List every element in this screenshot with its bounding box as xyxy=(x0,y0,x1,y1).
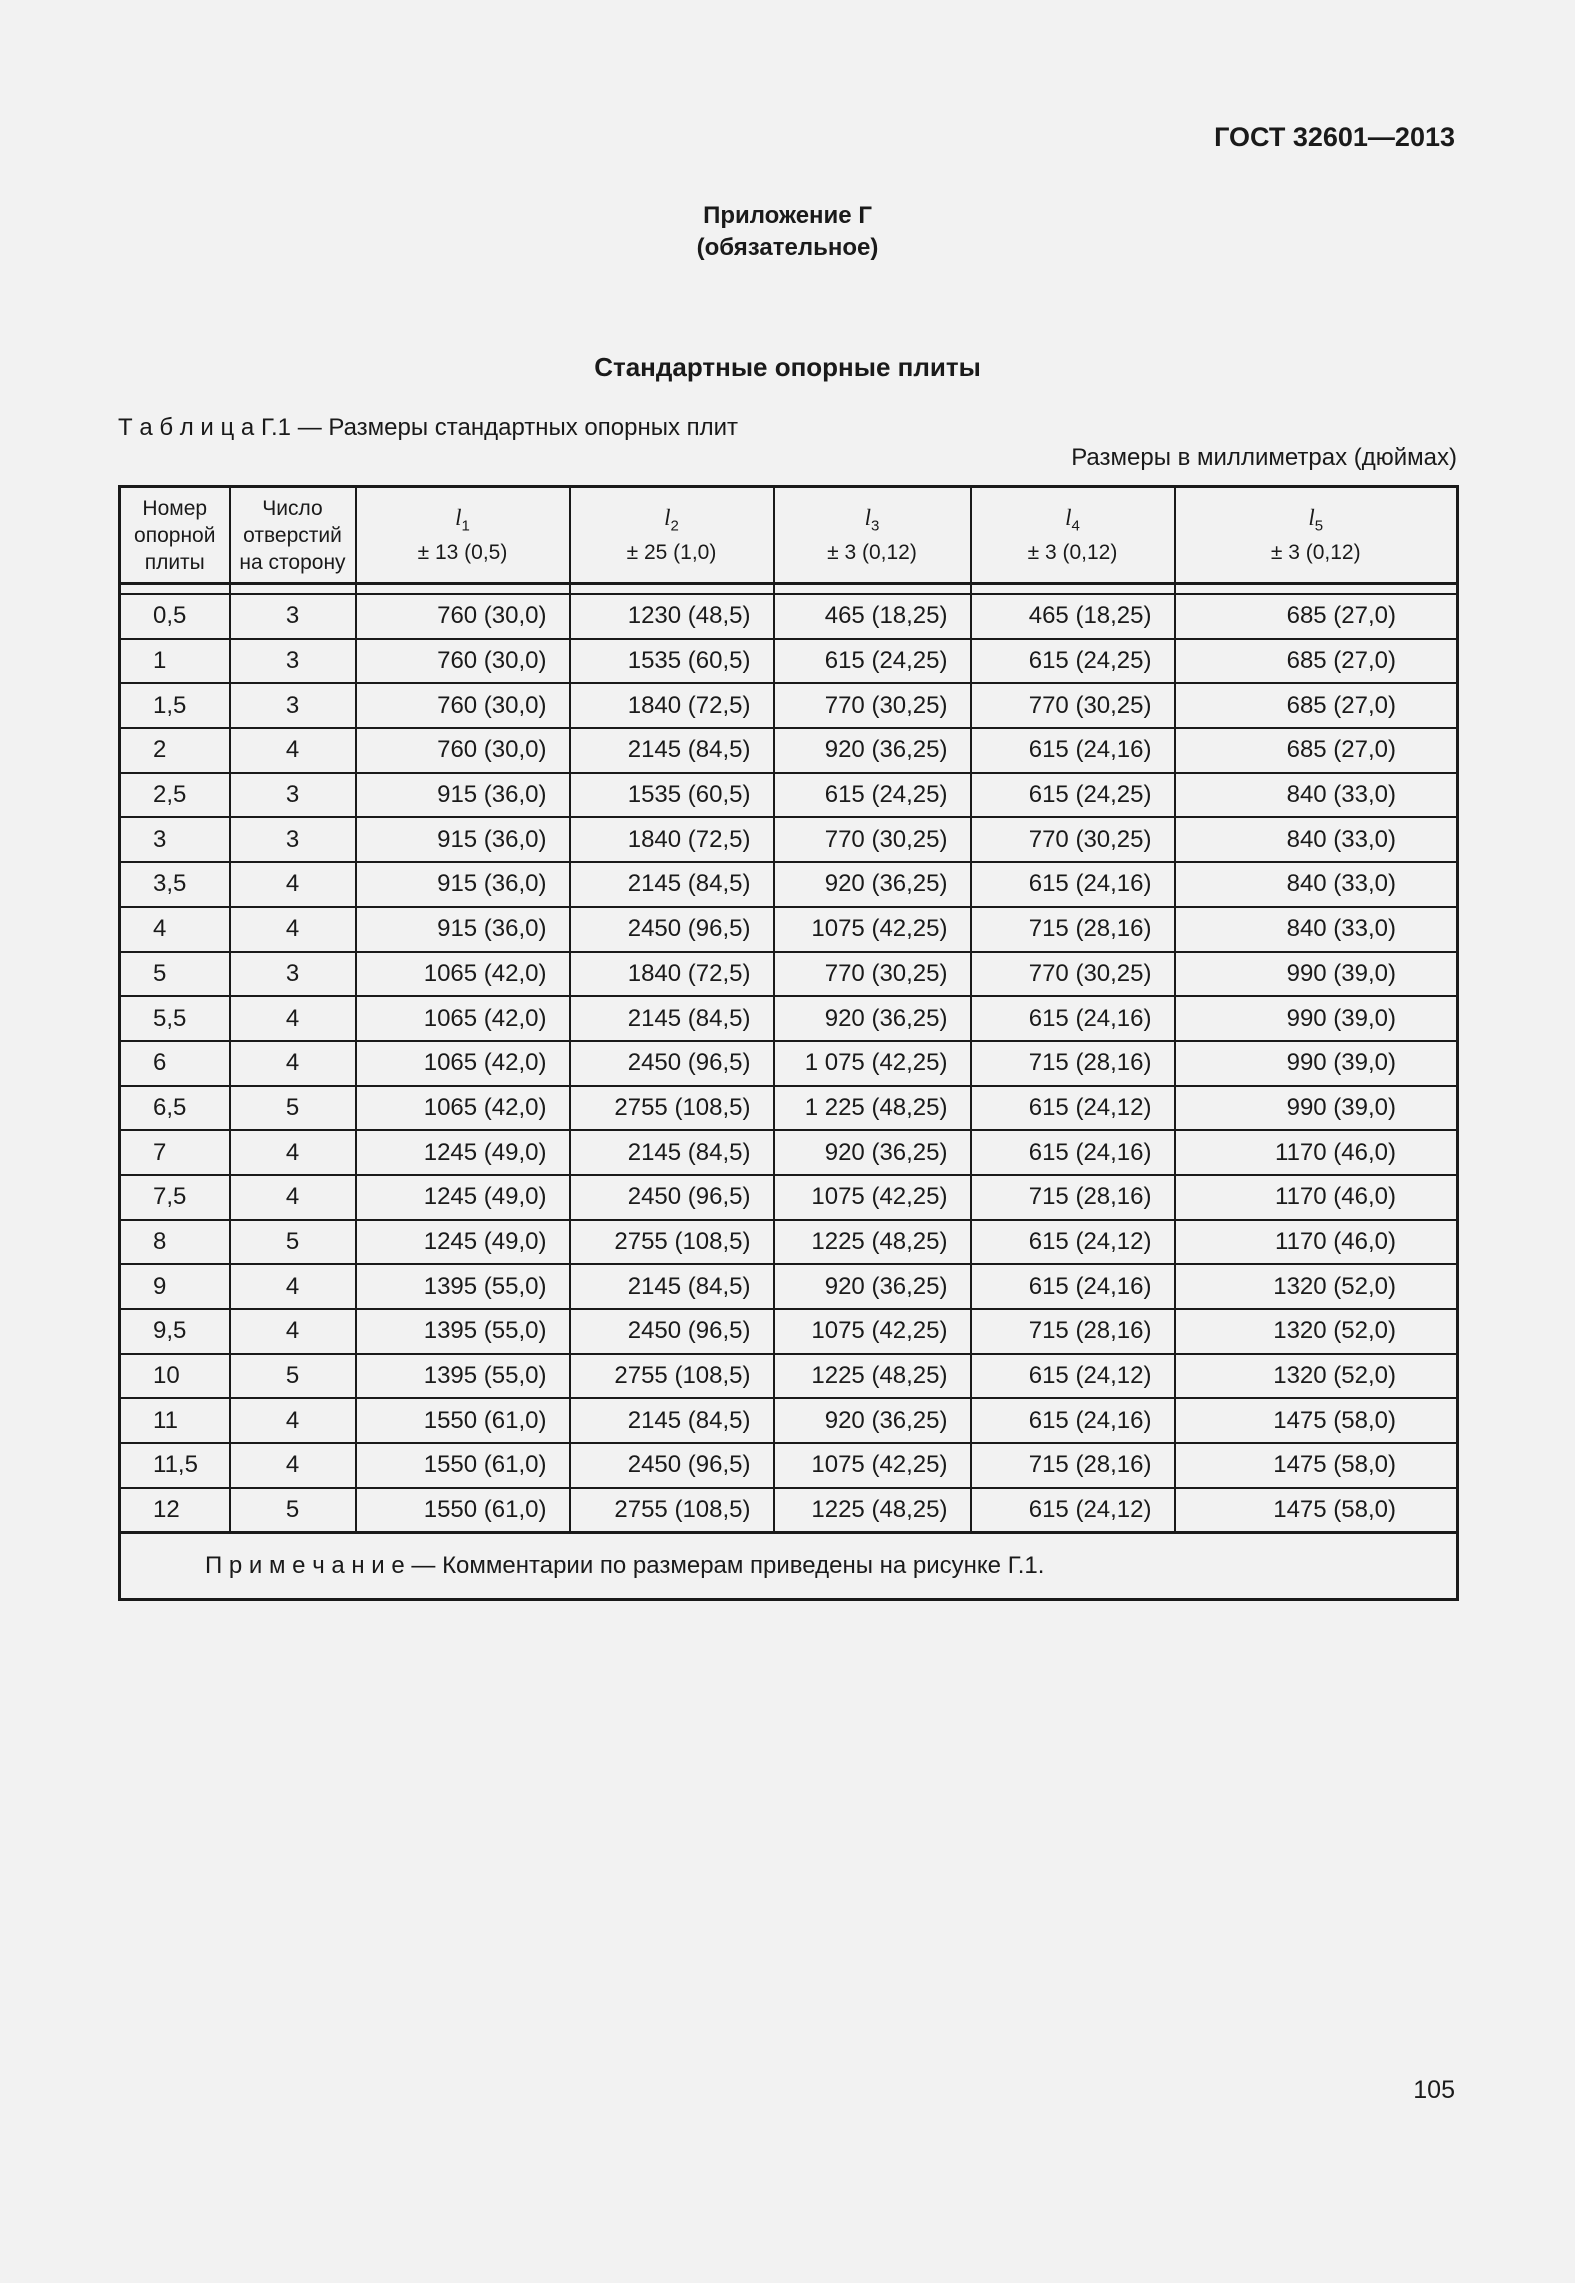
cell-l5: 990 (39,0) xyxy=(1175,1086,1458,1131)
cell-plate-number: 9 xyxy=(120,1264,230,1309)
cell-l1: 760 (30,0) xyxy=(356,683,570,728)
cell-l3: 920 (36,25) xyxy=(774,1130,971,1175)
cell-l1: 1395 (55,0) xyxy=(356,1264,570,1309)
cell-l2: 2145 (84,5) xyxy=(570,1130,774,1175)
cell-l1: 915 (36,0) xyxy=(356,907,570,952)
table-row xyxy=(120,1086,1458,1131)
cell-l1: 1395 (55,0) xyxy=(356,1309,570,1354)
cell-l3: 1 225 (48,25) xyxy=(774,1086,971,1131)
table-caption-label: Т а б л и ц а xyxy=(118,414,255,441)
cell-plate-number: 6 xyxy=(120,1041,230,1086)
cell-l1: 760 (30,0) xyxy=(356,728,570,773)
cell-plate-number: 0,5 xyxy=(120,594,230,639)
cell-l1: 1065 (42,0) xyxy=(356,1041,570,1086)
table-row xyxy=(120,1264,1458,1309)
cell-l1: 760 (30,0) xyxy=(356,594,570,639)
cell-plate-number: 10 xyxy=(120,1354,230,1399)
cell-l4: 615 (24,12) xyxy=(971,1488,1175,1533)
cell-holes: 3 xyxy=(230,594,356,639)
cell-l5: 990 (39,0) xyxy=(1175,952,1458,997)
cell-l5: 1170 (46,0) xyxy=(1175,1130,1458,1175)
cell-l4: 615 (24,16) xyxy=(971,728,1175,773)
cell-holes: 4 xyxy=(230,1398,356,1443)
cell-l4: 615 (24,12) xyxy=(971,1220,1175,1265)
table-row xyxy=(120,952,1458,997)
cell-holes: 3 xyxy=(230,773,356,818)
cell-l4: 770 (30,25) xyxy=(971,952,1175,997)
cell-plate-number: 11 xyxy=(120,1398,230,1443)
page-number: 105 xyxy=(1413,2076,1455,2104)
cell-l4: 615 (24,16) xyxy=(971,862,1175,907)
cell-l3: 1225 (48,25) xyxy=(774,1220,971,1265)
table-row xyxy=(120,1041,1458,1086)
table-row xyxy=(120,683,1458,728)
cell-l5: 840 (33,0) xyxy=(1175,773,1458,818)
cell-l4: 715 (28,16) xyxy=(971,907,1175,952)
table-body xyxy=(120,584,1458,1533)
cell-l2: 1840 (72,5) xyxy=(570,683,774,728)
note-row xyxy=(120,1533,1458,1600)
note-text: — Комментарии по размерам приведены на рисунке Г.1. xyxy=(404,1552,1045,1580)
cell-holes: 3 xyxy=(230,817,356,862)
cell-holes: 4 xyxy=(230,1041,356,1086)
cell-l3: 920 (36,25) xyxy=(774,862,971,907)
cell-plate-number: 1 xyxy=(120,639,230,684)
header-spacer-row xyxy=(120,584,1458,595)
cell-l1: 1065 (42,0) xyxy=(356,952,570,997)
dimensions-table xyxy=(118,485,1459,1601)
header-holes-per-side: Число отверстий на сторону xyxy=(230,487,356,584)
cell-plate-number: 5,5 xyxy=(120,996,230,1041)
cell-l3: 465 (18,25) xyxy=(774,594,971,639)
cell-l2: 1230 (48,5) xyxy=(570,594,774,639)
cell-l5: 1320 (52,0) xyxy=(1175,1264,1458,1309)
cell-l2: 2450 (96,5) xyxy=(570,1175,774,1220)
cell-l1: 760 (30,0) xyxy=(356,639,570,684)
cell-l5: 1170 (46,0) xyxy=(1175,1220,1458,1265)
cell-l4: 615 (24,16) xyxy=(971,996,1175,1041)
cell-l4: 465 (18,25) xyxy=(971,594,1175,639)
header-l3: $l_3$ ± 3 (0,12) xyxy=(774,487,971,584)
cell-l5: 990 (39,0) xyxy=(1175,1041,1458,1086)
cell-plate-number: 1,5 xyxy=(120,683,230,728)
cell-l4: 715 (28,16) xyxy=(971,1041,1175,1086)
table-row xyxy=(120,639,1458,684)
cell-l2: 1840 (72,5) xyxy=(570,817,774,862)
units-note: Размеры в миллиметрах (дюймах) xyxy=(1071,444,1457,471)
cell-l2: 2755 (108,5) xyxy=(570,1354,774,1399)
cell-holes: 4 xyxy=(230,1264,356,1309)
cell-plate-number: 4 xyxy=(120,907,230,952)
cell-l2: 2145 (84,5) xyxy=(570,996,774,1041)
cell-l3: 920 (36,25) xyxy=(774,728,971,773)
cell-l1: 1550 (61,0) xyxy=(356,1443,570,1488)
cell-l2: 2755 (108,5) xyxy=(570,1488,774,1533)
cell-plate-number: 6,5 xyxy=(120,1086,230,1131)
document-id: ГОСТ 32601—2013 xyxy=(1214,122,1455,152)
cell-plate-number: 9,5 xyxy=(120,1309,230,1354)
cell-holes: 5 xyxy=(230,1086,356,1131)
cell-l2: 2450 (96,5) xyxy=(570,907,774,952)
cell-holes: 4 xyxy=(230,907,356,952)
cell-l3: 920 (36,25) xyxy=(774,996,971,1041)
cell-l4: 615 (24,16) xyxy=(971,1398,1175,1443)
table-row xyxy=(120,1175,1458,1220)
cell-l1: 1245 (49,0) xyxy=(356,1175,570,1220)
cell-l3: 920 (36,25) xyxy=(774,1264,971,1309)
cell-l3: 770 (30,25) xyxy=(774,952,971,997)
cell-plate-number: 12 xyxy=(120,1488,230,1533)
cell-holes: 5 xyxy=(230,1488,356,1533)
cell-l5: 685 (27,0) xyxy=(1175,639,1458,684)
cell-l4: 615 (24,16) xyxy=(971,1130,1175,1175)
cell-l1: 1065 (42,0) xyxy=(356,996,570,1041)
cell-l4: 615 (24,12) xyxy=(971,1086,1175,1131)
cell-l3: 770 (30,25) xyxy=(774,817,971,862)
cell-l4: 615 (24,25) xyxy=(971,773,1175,818)
cell-plate-number: 2 xyxy=(120,728,230,773)
cell-plate-number: 7 xyxy=(120,1130,230,1175)
table-row xyxy=(120,1488,1458,1533)
cell-plate-number: 8 xyxy=(120,1220,230,1265)
header-l1: $l_1$ ± 13 (0,5) xyxy=(356,487,570,584)
cell-l3: 1075 (42,25) xyxy=(774,1443,971,1488)
table-row xyxy=(120,1130,1458,1175)
cell-plate-number: 3,5 xyxy=(120,862,230,907)
table-note xyxy=(120,1533,1458,1600)
cell-l1: 915 (36,0) xyxy=(356,817,570,862)
section-title: Стандартные опорные плиты xyxy=(594,352,981,382)
header-l5: $l_5$ ± 3 (0,12) xyxy=(1175,487,1458,584)
cell-l4: 715 (28,16) xyxy=(971,1175,1175,1220)
cell-l4: 615 (24,16) xyxy=(971,1264,1175,1309)
table-header-row xyxy=(120,487,1458,584)
cell-l4: 715 (28,16) xyxy=(971,1309,1175,1354)
cell-l2: 2755 (108,5) xyxy=(570,1220,774,1265)
cell-l5: 1320 (52,0) xyxy=(1175,1309,1458,1354)
cell-l5: 685 (27,0) xyxy=(1175,594,1458,639)
cell-l5: 1170 (46,0) xyxy=(1175,1175,1458,1220)
cell-l1: 1395 (55,0) xyxy=(356,1354,570,1399)
cell-l2: 2450 (96,5) xyxy=(570,1041,774,1086)
table-row xyxy=(120,817,1458,862)
table-row xyxy=(120,773,1458,818)
cell-holes: 5 xyxy=(230,1354,356,1399)
table-row xyxy=(120,1398,1458,1443)
cell-l3: 1225 (48,25) xyxy=(774,1354,971,1399)
cell-l3: 615 (24,25) xyxy=(774,639,971,684)
cell-l5: 990 (39,0) xyxy=(1175,996,1458,1041)
table-row xyxy=(120,862,1458,907)
cell-l1: 915 (36,0) xyxy=(356,862,570,907)
header-l4: $l_4$ ± 3 (0,12) xyxy=(971,487,1175,584)
cell-holes: 4 xyxy=(230,1309,356,1354)
cell-l4: 770 (30,25) xyxy=(971,817,1175,862)
table-row xyxy=(120,996,1458,1041)
table-row xyxy=(120,907,1458,952)
cell-plate-number: 5 xyxy=(120,952,230,997)
cell-l2: 1535 (60,5) xyxy=(570,773,774,818)
cell-holes: 4 xyxy=(230,996,356,1041)
cell-l2: 2450 (96,5) xyxy=(570,1443,774,1488)
cell-l2: 2145 (84,5) xyxy=(570,1264,774,1309)
cell-l3: 920 (36,25) xyxy=(774,1398,971,1443)
cell-l5: 840 (33,0) xyxy=(1175,907,1458,952)
cell-l2: 2450 (96,5) xyxy=(570,1309,774,1354)
cell-l5: 1320 (52,0) xyxy=(1175,1354,1458,1399)
cell-l2: 2145 (84,5) xyxy=(570,862,774,907)
cell-l5: 685 (27,0) xyxy=(1175,728,1458,773)
cell-l1: 1550 (61,0) xyxy=(356,1398,570,1443)
header-plate-number: Номер опорной плиты xyxy=(120,487,230,584)
cell-plate-number: 11,5 xyxy=(120,1443,230,1488)
cell-l3: 1 075 (42,25) xyxy=(774,1041,971,1086)
cell-l3: 1225 (48,25) xyxy=(774,1488,971,1533)
cell-l1: 1065 (42,0) xyxy=(356,1086,570,1131)
cell-l1: 915 (36,0) xyxy=(356,773,570,818)
cell-l5: 840 (33,0) xyxy=(1175,862,1458,907)
cell-l1: 1245 (49,0) xyxy=(356,1130,570,1175)
cell-plate-number: 7,5 xyxy=(120,1175,230,1220)
cell-l4: 770 (30,25) xyxy=(971,683,1175,728)
table-row xyxy=(120,594,1458,639)
cell-l5: 1475 (58,0) xyxy=(1175,1443,1458,1488)
cell-plate-number: 2,5 xyxy=(120,773,230,818)
cell-holes: 3 xyxy=(230,639,356,684)
cell-holes: 4 xyxy=(230,1130,356,1175)
table-row xyxy=(120,1220,1458,1265)
cell-l2: 2145 (84,5) xyxy=(570,728,774,773)
cell-l2: 2145 (84,5) xyxy=(570,1398,774,1443)
cell-l4: 615 (24,25) xyxy=(971,639,1175,684)
cell-holes: 3 xyxy=(230,952,356,997)
table-caption xyxy=(118,414,738,442)
table-caption-text: Г.1 — Размеры стандартных опорных плит xyxy=(260,414,739,441)
cell-l3: 770 (30,25) xyxy=(774,683,971,728)
cell-l2: 2755 (108,5) xyxy=(570,1086,774,1131)
cell-l2: 1840 (72,5) xyxy=(570,952,774,997)
cell-l1: 1245 (49,0) xyxy=(356,1220,570,1265)
cell-l3: 1075 (42,25) xyxy=(774,907,971,952)
cell-holes: 3 xyxy=(230,683,356,728)
note-label: П р и м е ч а н и е xyxy=(205,1552,405,1580)
cell-l5: 685 (27,0) xyxy=(1175,683,1458,728)
cell-holes: 4 xyxy=(230,862,356,907)
cell-l5: 1475 (58,0) xyxy=(1175,1488,1458,1533)
cell-holes: 4 xyxy=(230,728,356,773)
cell-l3: 615 (24,25) xyxy=(774,773,971,818)
table-row xyxy=(120,728,1458,773)
table-row xyxy=(120,1443,1458,1488)
appendix-title: Приложение Г xyxy=(703,202,872,229)
cell-l4: 715 (28,16) xyxy=(971,1443,1175,1488)
cell-l1: 1550 (61,0) xyxy=(356,1488,570,1533)
cell-holes: 5 xyxy=(230,1220,356,1265)
table-row xyxy=(120,1309,1458,1354)
appendix-status: (обязательное) xyxy=(696,234,879,261)
header-l2: $l_2$ ± 25 (1,0) xyxy=(570,487,774,584)
cell-plate-number: 3 xyxy=(120,817,230,862)
cell-l2: 1535 (60,5) xyxy=(570,639,774,684)
cell-l5: 840 (33,0) xyxy=(1175,817,1458,862)
cell-l4: 615 (24,12) xyxy=(971,1354,1175,1399)
table-row xyxy=(120,1354,1458,1399)
cell-holes: 4 xyxy=(230,1443,356,1488)
cell-l3: 1075 (42,25) xyxy=(774,1309,971,1354)
cell-l3: 1075 (42,25) xyxy=(774,1175,971,1220)
appendix-heading xyxy=(0,200,1575,264)
cell-holes: 4 xyxy=(230,1175,356,1220)
cell-l5: 1475 (58,0) xyxy=(1175,1398,1458,1443)
